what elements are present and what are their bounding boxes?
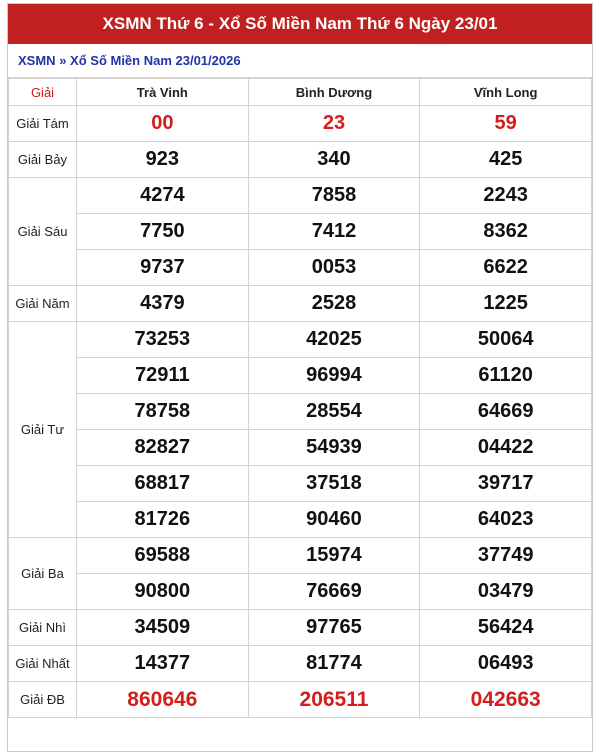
prize-number: 68817	[77, 466, 249, 502]
prize-row-g3	[9, 574, 592, 610]
prize-number: 69588	[77, 538, 249, 574]
prize-number: 90800	[77, 574, 249, 610]
prize-number: 2243	[420, 178, 592, 214]
prize-number: 72911	[77, 358, 249, 394]
prize-row-g5	[9, 286, 592, 322]
prize-label: Giải Nhất	[9, 646, 77, 682]
prize-number: 6622	[420, 250, 592, 286]
prize-number: 7750	[77, 214, 249, 250]
prize-number: 64669	[420, 394, 592, 430]
prize-number: 340	[248, 142, 420, 178]
prize-number: 42025	[248, 322, 420, 358]
prize-row-special	[9, 682, 592, 718]
breadcrumb-home-link[interactable]: XSMN	[18, 53, 56, 68]
prize-label: Giải Năm	[9, 286, 77, 322]
prize-label: Giải Bảy	[9, 142, 77, 178]
prize-row-g6	[9, 178, 592, 214]
special-prize-number: 042663	[420, 682, 592, 718]
prize-label: Giải Ba	[9, 538, 77, 610]
prize-label: Giải Tám	[9, 106, 77, 142]
prize-row-g4	[9, 322, 592, 358]
results-panel	[7, 3, 593, 752]
prize-number: 00	[77, 106, 249, 142]
prize-label: Giải Tư	[9, 322, 77, 538]
prize-number: 61120	[420, 358, 592, 394]
prize-number: 14377	[77, 646, 249, 682]
prize-number: 73253	[77, 322, 249, 358]
prize-row-g4	[9, 502, 592, 538]
prize-label: Giải Nhì	[9, 610, 77, 646]
prize-number: 76669	[248, 574, 420, 610]
breadcrumb	[8, 44, 592, 78]
prize-number: 4379	[77, 286, 249, 322]
prize-number: 96994	[248, 358, 420, 394]
prize-number: 9737	[77, 250, 249, 286]
prize-label: Giải ĐB	[9, 682, 77, 718]
prize-number: 1225	[420, 286, 592, 322]
prize-number: 37749	[420, 538, 592, 574]
prize-number: 04422	[420, 430, 592, 466]
prize-number: 23	[248, 106, 420, 142]
prize-number: 06493	[420, 646, 592, 682]
header-province-3: Vĩnh Long	[420, 79, 592, 106]
prize-row-g8	[9, 106, 592, 142]
prize-number: 0053	[248, 250, 420, 286]
prize-number: 4274	[77, 178, 249, 214]
page-title: XSMN Thứ 6 - Xổ Số Miền Nam Thứ 6 Ngày 23/01	[8, 4, 592, 44]
prize-number: 90460	[248, 502, 420, 538]
prize-number: 64023	[420, 502, 592, 538]
prize-row-g6	[9, 214, 592, 250]
header-province-1: Trà Vinh	[77, 79, 249, 106]
prize-label: Giải Sáu	[9, 178, 77, 286]
prize-row-g1	[9, 646, 592, 682]
breadcrumb-separator: »	[59, 53, 67, 68]
prize-number: 28554	[248, 394, 420, 430]
prize-number: 81774	[248, 646, 420, 682]
prize-row-g4	[9, 466, 592, 502]
table-header-row	[9, 79, 592, 106]
prize-number: 56424	[420, 610, 592, 646]
prize-number: 81726	[77, 502, 249, 538]
prize-number: 7858	[248, 178, 420, 214]
prize-number: 8362	[420, 214, 592, 250]
special-prize-number: 860646	[77, 682, 249, 718]
prize-number: 54939	[248, 430, 420, 466]
prize-row-g4	[9, 394, 592, 430]
prize-number: 7412	[248, 214, 420, 250]
prize-number: 39717	[420, 466, 592, 502]
prize-number: 03479	[420, 574, 592, 610]
prize-number: 97765	[248, 610, 420, 646]
prize-number: 78758	[77, 394, 249, 430]
header-giai: Giải	[9, 79, 77, 106]
prize-row-g4	[9, 430, 592, 466]
breadcrumb-current-link[interactable]: Xổ Số Miền Nam 23/01/2026	[70, 53, 241, 68]
header-province-2: Bình Dương	[248, 79, 420, 106]
prize-row-g4	[9, 358, 592, 394]
prize-number: 37518	[248, 466, 420, 502]
prize-number: 425	[420, 142, 592, 178]
results-table	[8, 78, 592, 718]
special-prize-number: 206511	[248, 682, 420, 718]
prize-row-g6	[9, 250, 592, 286]
prize-number: 15974	[248, 538, 420, 574]
prize-number: 34509	[77, 610, 249, 646]
prize-number: 50064	[420, 322, 592, 358]
prize-row-g2	[9, 610, 592, 646]
prize-number: 82827	[77, 430, 249, 466]
prize-number: 923	[77, 142, 249, 178]
prize-number: 59	[420, 106, 592, 142]
prize-number: 2528	[248, 286, 420, 322]
prize-row-g7	[9, 142, 592, 178]
prize-row-g3	[9, 538, 592, 574]
